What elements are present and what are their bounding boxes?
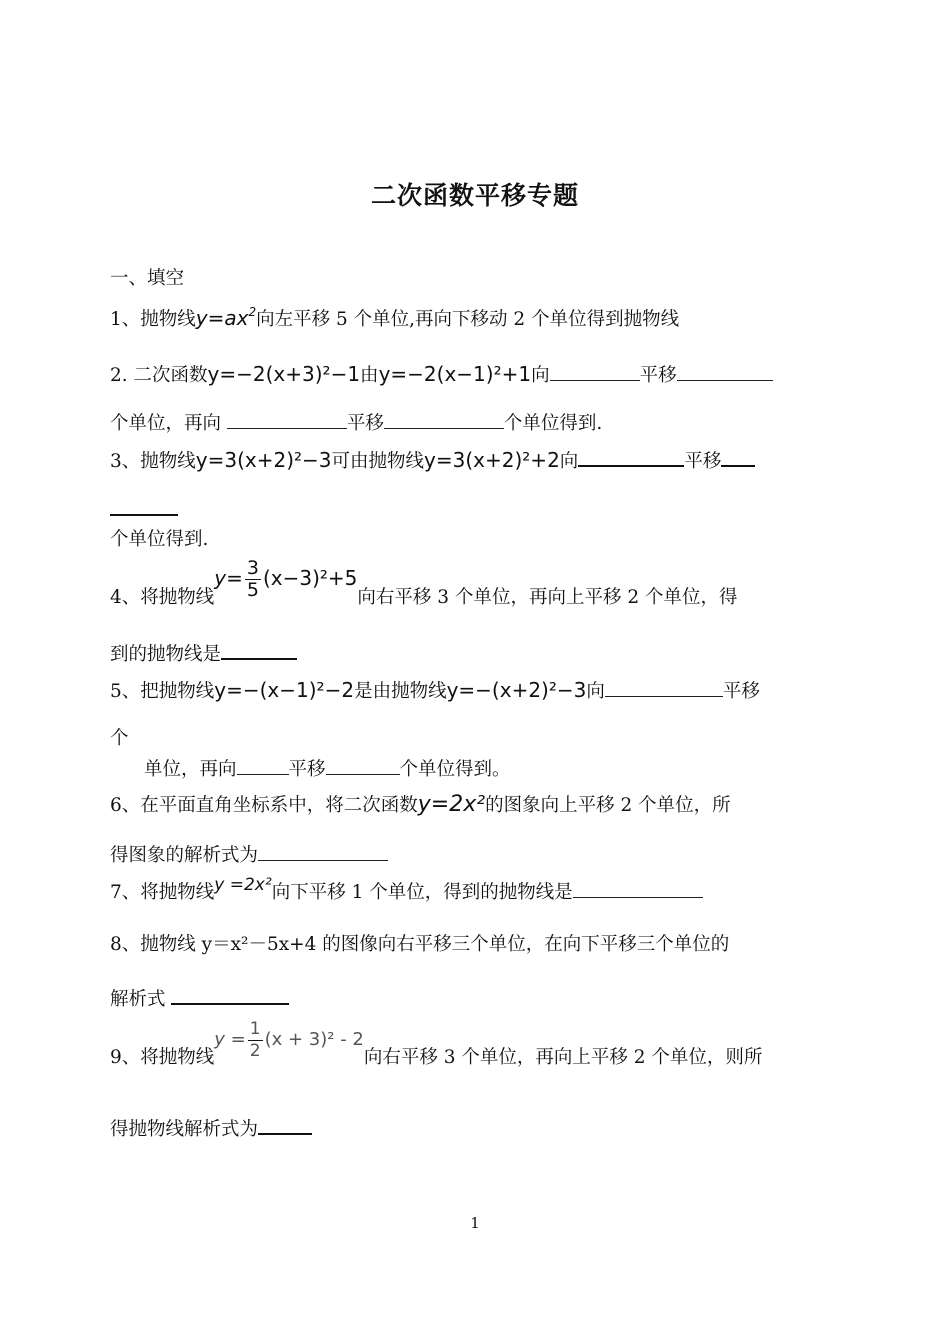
q2-line2-a: 个单位，再向 [110, 413, 227, 434]
q8-line2: 解析式 [110, 989, 172, 1010]
q6-blank-answer[interactable] [258, 842, 388, 861]
q7-suffix: 向下平移 1 个单位，得到的抛物线是 [271, 882, 573, 903]
q3-formula-1: y=3(x+2)²−3 [195, 448, 332, 472]
question-8-line-2 [110, 985, 289, 1013]
question-8: 8、抛物线 y＝x²－5x+4 的图像向右平移三个单位，在向下平移三个单位的 [110, 934, 730, 955]
q4-line2: 到的抛物线是 [110, 644, 222, 665]
q5-shift-label: 平移 [722, 681, 760, 702]
question-4-line-2 [110, 640, 297, 668]
q5-blank-direction[interactable] [605, 678, 723, 697]
q5-line3-b: 平移 [288, 759, 326, 780]
q5-line3-c: 个单位得到。 [399, 759, 511, 780]
q2-formula-1: y=−2(x+3)²−1 [207, 362, 361, 386]
q5-formula-1: y=−(x−1)²−2 [214, 678, 355, 702]
q3-prefix: 3、抛物线 [110, 451, 196, 472]
q9-formula-rest: (x + 3)² - 2 [264, 1029, 364, 1050]
q7-prefix: 7、将抛物线 [110, 882, 215, 903]
q4-blank-answer[interactable] [221, 640, 297, 660]
q5-formula-2: y=−(x+2)²−3 [446, 678, 587, 702]
q3-direction-label: 向 [559, 451, 579, 472]
question-4 [110, 557, 738, 628]
q7-formula: y =2x² [214, 875, 272, 895]
section-heading: 一、填空 [110, 268, 185, 289]
q9-numerator: 1 [249, 1018, 261, 1039]
q3-shift-label: 平移 [684, 451, 722, 472]
question-3-line-2 [110, 496, 178, 524]
q3-mid: 可由抛物线 [331, 451, 425, 472]
q2-prefix: 2. 二次函数 [110, 365, 208, 386]
question-7 [110, 875, 703, 906]
q9-suffix: 向右平移 3 个单位，再向上平移 2 个单位，则所 [363, 1047, 763, 1068]
q4-formula [214, 557, 358, 601]
q9-formula-lhs: y = [214, 1029, 246, 1050]
q2-line2-c: 个单位得到. [503, 413, 603, 434]
q4-numerator: 3 [246, 557, 259, 579]
q4-suffix: 向右平移 3 个单位，再向上平移 2 个单位，得 [357, 587, 738, 608]
q9-formula [214, 1018, 364, 1061]
q9-denominator: 2 [249, 1040, 261, 1061]
q5-blank-direction-2[interactable] [237, 756, 289, 775]
question-9 [110, 1018, 763, 1088]
q6-formula: y=2x² [417, 792, 486, 817]
page-title: 二次函数平移专题 [370, 181, 579, 210]
q1-suffix: 向左平移 5 个单位,再向下移动 2 个单位得到抛物线 [256, 309, 680, 330]
q9-blank-answer[interactable] [258, 1115, 312, 1135]
q6-suffix: 的图象向上平移 2 个单位，所 [485, 795, 731, 816]
q2-mid: 由 [360, 365, 379, 386]
q2-blank-units-2[interactable] [384, 410, 504, 429]
q4-denominator: 5 [246, 579, 259, 601]
q1-formula: y [195, 306, 208, 330]
q8-blank-answer[interactable] [171, 985, 289, 1005]
q2-formula-2: y=−2(x−1)²+1 [378, 362, 532, 386]
q6-prefix: 6、在平面直角坐标系中，将二次函数 [110, 795, 418, 816]
q4-prefix: 4、将抛物线 [110, 587, 215, 608]
page-number: 1 [470, 1214, 480, 1232]
q2-line2-b: 平移 [346, 413, 384, 434]
question-6 [110, 792, 731, 819]
question-2 [110, 361, 773, 389]
q2-direction-label: 向 [531, 365, 550, 386]
q3-blank-units[interactable] [721, 447, 755, 467]
q3-formula-2: y=3(x+2)²+2 [424, 448, 560, 472]
q9-prefix: 9、将抛物线 [110, 1047, 215, 1068]
q3-blank-direction[interactable] [578, 447, 684, 467]
q7-blank-answer[interactable] [573, 879, 703, 898]
q4-formula-rest: (x−3)²+5 [262, 566, 358, 590]
question-5-line-2: 个 [110, 728, 129, 749]
q4-formula-lhs: y= [214, 566, 243, 590]
q5-blank-units-2[interactable] [326, 756, 400, 775]
q2-blank-units[interactable] [677, 362, 773, 381]
q2-blank-direction[interactable] [550, 362, 640, 381]
q1-prefix: 1、抛物线 [110, 309, 196, 330]
q5-line3-a: 单位，再向 [144, 759, 237, 780]
q5-direction-label: 向 [586, 681, 605, 702]
question-3 [110, 447, 755, 475]
question-2-line-2 [110, 410, 602, 437]
q6-line2: 得图象的解析式为 [110, 845, 259, 866]
question-3-line-3: 个单位得到. [110, 529, 209, 550]
q9-line2: 得抛物线解析式为 [110, 1119, 259, 1140]
q2-shift-label: 平移 [639, 365, 677, 386]
q3-blank-units-cont[interactable] [110, 496, 178, 516]
q2-blank-direction-2[interactable] [227, 410, 347, 429]
question-1: 1、抛物线$y=ax^2$向左平移 5 个单位,再向下移动 2 个单位得到抛物线 [110, 305, 680, 330]
question-5-line-3 [144, 756, 511, 783]
question-6-line-2 [110, 842, 388, 869]
q5-prefix: 5、把抛物线 [110, 681, 215, 702]
q5-mid: 是由抛物线 [354, 681, 447, 702]
question-5 [110, 677, 760, 705]
question-9-line-2 [110, 1115, 312, 1143]
